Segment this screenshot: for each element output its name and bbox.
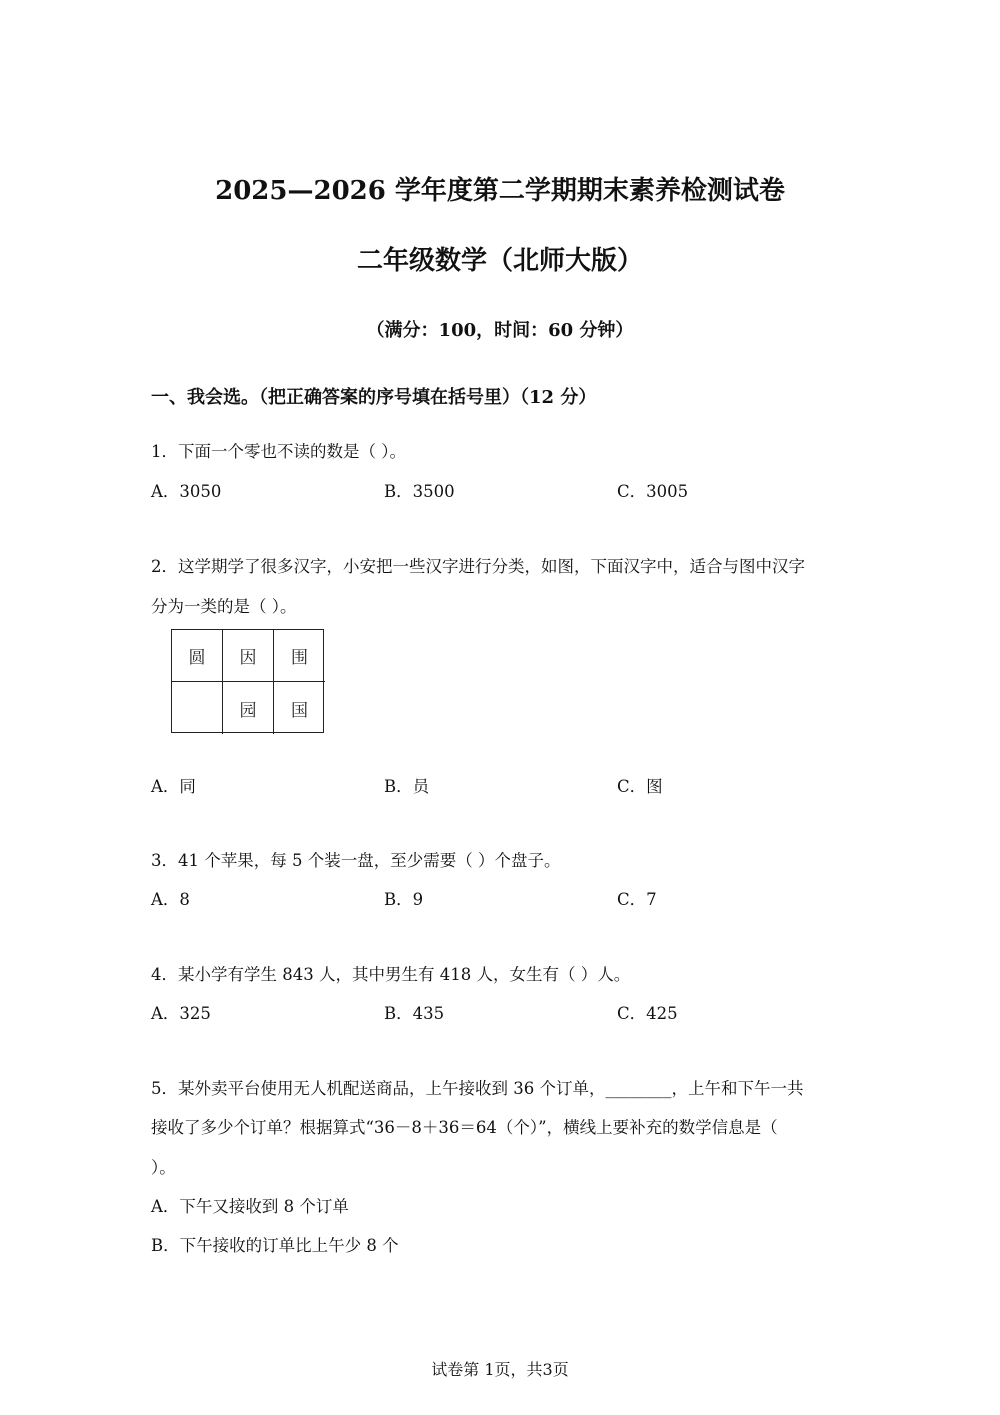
exam-subtitle: 二年级数学（北师大版） (356, 246, 643, 276)
q5-option-a: A．下午又接收到 8 个订单 (151, 1197, 349, 1216)
question-2-line1: 2．这学期学了很多汉字，小安把一些汉字进行分类，如图，下面汉字中，适合与图中汉字 (151, 557, 805, 576)
q4-option-b: B．435 (384, 1004, 445, 1023)
q3-option-c: C．7 (617, 890, 657, 909)
q2-option-a: A．同 (151, 777, 196, 796)
question-3: 3．41 个苹果，每 5 个装一盘，至少需要（ ）个盘子。 (151, 851, 561, 870)
section-heading: 一、我会选。（把正确答案的序号填在括号里）（12 分） (151, 387, 597, 408)
grid-cell: 因 (223, 630, 274, 682)
q3-option-a: A．8 (151, 890, 190, 909)
character-grid (171, 629, 324, 733)
q4-option-a: A．325 (151, 1004, 211, 1023)
grid-cell: 国 (291, 700, 308, 721)
q2-option-c: C．图 (617, 777, 663, 796)
grid-cell: 圆 (172, 630, 223, 682)
grid-cell: 园 (223, 682, 274, 734)
question-4: 4．某小学有学生 843 人，其中男生有 418 人，女生有（ ）人。 (151, 965, 631, 984)
q2-option-b: B．员 (384, 777, 430, 796)
q1-option-a: A．3050 (151, 482, 222, 501)
q5-option-b: B．下午接收的订单比上午少 8 个 (151, 1236, 399, 1255)
q4-option-c: C．425 (617, 1004, 678, 1023)
page-footer: 试卷第 1页，共3页 (431, 1360, 569, 1379)
grid-cell: 围 (274, 630, 325, 682)
q1-option-c: C．3005 (617, 482, 689, 501)
grid-cell-empty (172, 682, 223, 734)
question-1: 1．下面一个零也不读的数是（ ）。 (151, 442, 406, 461)
question-5-line3: ）。 (151, 1158, 176, 1177)
question-2-line2: 分为一类的是（ ）。 (151, 597, 297, 616)
question-5-line2: 接收了多少个订单？根据算式“36－8＋36＝64（个）”，横线上要补充的数学信息是（ (151, 1118, 778, 1137)
question-5-line1: 5．某外卖平台使用无人机配送商品，上午接收到 36 个订单，________，上午和下午一共 (151, 1079, 804, 1098)
q1-option-b: B．3500 (384, 482, 455, 501)
score-time-info: （满分：100，时间：60 分钟） (366, 320, 634, 341)
exam-title: 2025—2026 学年度第二学期期末素养检测试卷 (215, 176, 785, 206)
q3-option-b: B．9 (384, 890, 424, 909)
